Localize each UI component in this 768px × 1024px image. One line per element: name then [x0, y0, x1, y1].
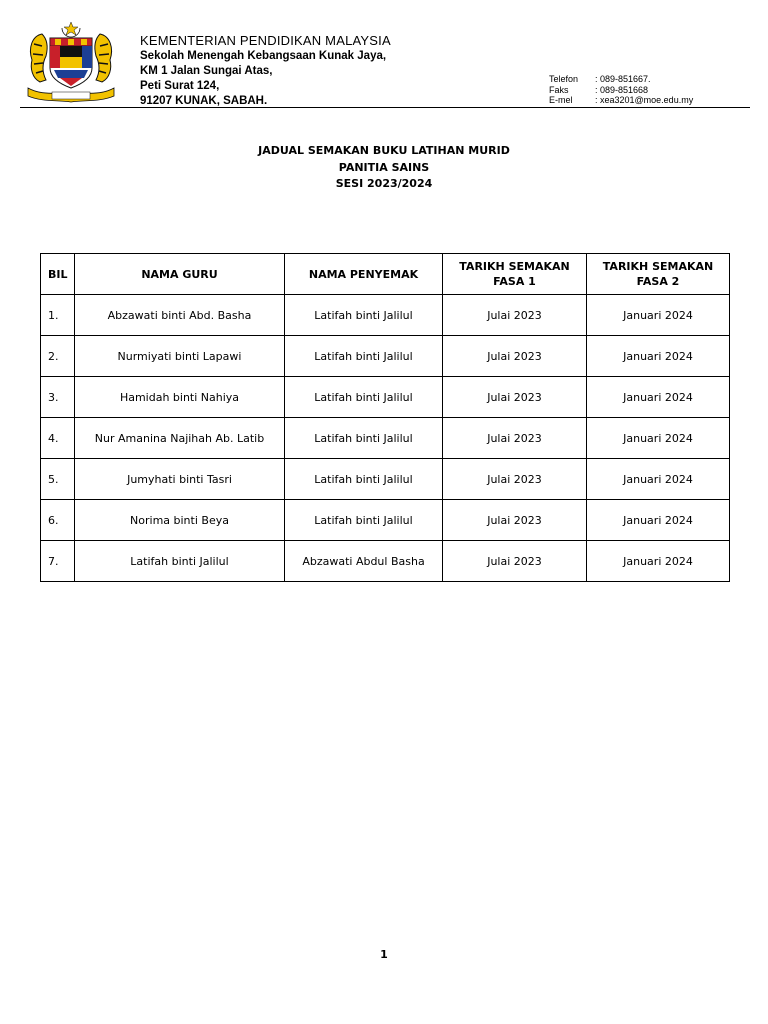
contact-email [549, 95, 693, 106]
cell-nama-guru: Abzawati binti Abd. Basha [75, 295, 285, 336]
cell-nama-guru: Nur Amanina Najihah Ab. Latib [75, 418, 285, 459]
cell-bil: 3. [41, 377, 75, 418]
cell-tarikh-fasa-2: Januari 2024 [587, 377, 730, 418]
letterhead [140, 33, 391, 109]
contact-label: E-mel [549, 95, 573, 105]
cell-tarikh-fasa-1: Julai 2023 [443, 336, 587, 377]
table-row [41, 541, 730, 582]
contact-block [549, 74, 693, 106]
address-line: KM 1 Jalan Sungai Atas, [140, 65, 273, 77]
cell-tarikh-fasa-1: Julai 2023 [443, 500, 587, 541]
table-row [41, 459, 730, 500]
cell-nama-guru: Nurmiyati binti Lapawi [75, 336, 285, 377]
cell-nama-guru: Jumyhati binti Tasri [75, 459, 285, 500]
contact-value: : xea3201@moe.edu.my [595, 95, 694, 105]
document-title [0, 143, 768, 193]
header-divider [20, 107, 750, 108]
header-tarikh-fasa-2: TARIKH SEMAKAN FASA 2 [587, 254, 730, 295]
contact-value: : 089-851668 [595, 84, 649, 95]
cell-bil: 7. [41, 541, 75, 582]
cell-tarikh-fasa-2: Januari 2024 [587, 459, 730, 500]
review-schedule-table [40, 253, 730, 582]
cell-bil: 5. [41, 459, 75, 500]
cell-bil: 1. [41, 295, 75, 336]
cell-nama-penyemak: Latifah binti Jalilul [285, 500, 443, 541]
address-line: Sekolah Menengah Kebangsaan Kunak Jaya, [140, 50, 387, 62]
cell-bil: 6. [41, 500, 75, 541]
cell-nama-penyemak: Latifah binti Jalilul [285, 377, 443, 418]
header-nama-guru: NAMA GURU [75, 254, 285, 295]
table-row [41, 336, 730, 377]
contact-fax [549, 85, 693, 96]
cell-tarikh-fasa-2: Januari 2024 [587, 541, 730, 582]
table-header-row [41, 254, 730, 295]
cell-tarikh-fasa-1: Julai 2023 [443, 377, 587, 418]
cell-nama-guru: Hamidah binti Nahiya [75, 377, 285, 418]
title-line: PANITIA SAINS [338, 160, 430, 174]
address-line: Peti Surat 124, [140, 80, 220, 92]
contact-label: Faks [549, 84, 569, 95]
contact-label: Telefon [549, 74, 579, 84]
table-row [41, 377, 730, 418]
contact-phone [549, 74, 693, 85]
header-bil: BIL [41, 254, 75, 295]
cell-tarikh-fasa-1: Julai 2023 [443, 459, 587, 500]
cell-nama-penyemak: Abzawati Abdul Basha [285, 541, 443, 582]
cell-nama-guru: Latifah binti Jalilul [75, 541, 285, 582]
cell-tarikh-fasa-2: Januari 2024 [587, 336, 730, 377]
title-line: JADUAL SEMAKAN BUKU LATIHAN MURID [258, 144, 510, 157]
coat-of-arms-logo [22, 22, 120, 104]
title-line: SESI 2023/2024 [335, 177, 433, 190]
cell-tarikh-fasa-1: Julai 2023 [443, 295, 587, 336]
cell-nama-guru: Norima binti Beya [75, 500, 285, 541]
table-row [41, 500, 730, 541]
cell-bil: 4. [41, 418, 75, 459]
table-row [41, 295, 730, 336]
cell-tarikh-fasa-2: Januari 2024 [587, 418, 730, 459]
table-row [41, 418, 730, 459]
contact-value: : 089-851667. [595, 74, 651, 84]
header-nama-penyemak: NAMA PENYEMAK [285, 254, 443, 295]
cell-nama-penyemak: Latifah binti Jalilul [285, 459, 443, 500]
cell-nama-penyemak: Latifah binti Jalilul [285, 418, 443, 459]
cell-bil: 2. [41, 336, 75, 377]
address-line: 91207 KUNAK, SABAH. [140, 95, 268, 107]
header-tarikh-fasa-1: TARIKH SEMAKAN FASA 1 [443, 254, 587, 295]
cell-tarikh-fasa-1: Julai 2023 [443, 418, 587, 459]
cell-nama-penyemak: Latifah binti Jalilul [285, 295, 443, 336]
cell-tarikh-fasa-2: Januari 2024 [587, 295, 730, 336]
cell-tarikh-fasa-2: Januari 2024 [587, 500, 730, 541]
ministry-name: KEMENTERIAN PENDIDIKAN MALAYSIA [140, 33, 391, 48]
cell-tarikh-fasa-1: Julai 2023 [443, 541, 587, 582]
page-number: 1 [380, 948, 388, 961]
cell-nama-penyemak: Latifah binti Jalilul [285, 336, 443, 377]
